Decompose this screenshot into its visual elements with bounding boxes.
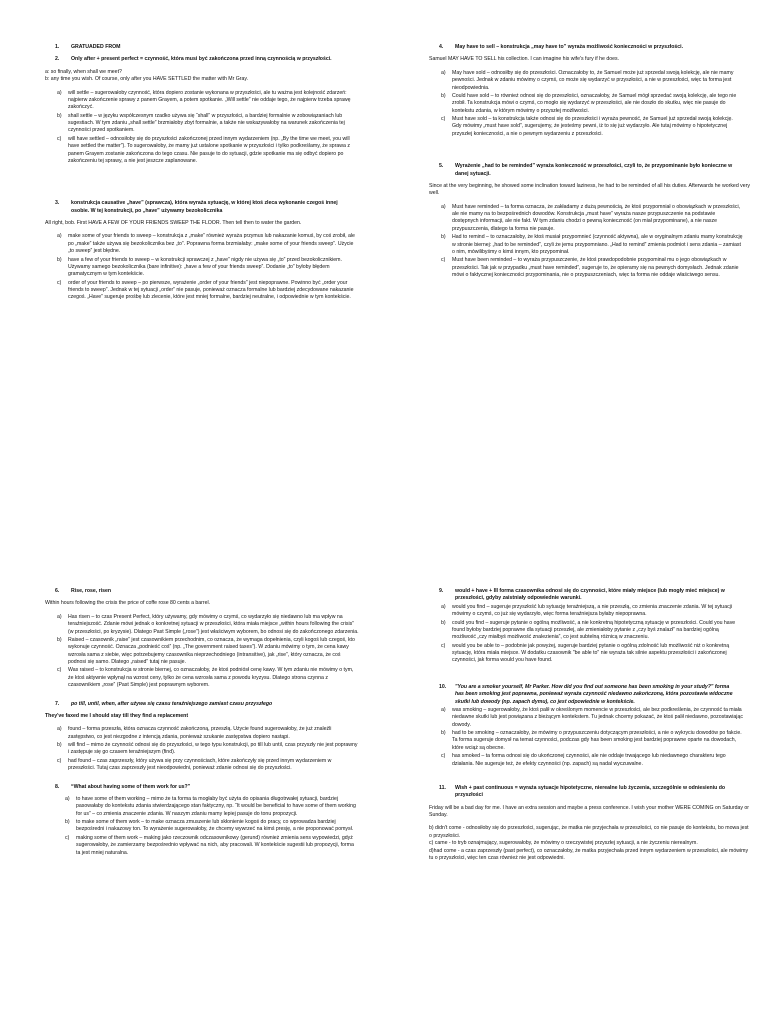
section-heading: 5. Wyrażenie „had to be reminded” wyraża konieczność w przeszłości, czyli to, że przypominanie było konieczne w danej sytuacji. (439, 163, 733, 177)
answer-list (53, 796, 367, 857)
answer-list (429, 204, 751, 280)
example-sentence: Samuel MAY HAVE TO SELL his collection. I can imagine his wife's fury if he does. (429, 56, 620, 63)
list-item: b) Had to remind – to oznaczałoby, że ktoś musiał przypomnieć (czynność aktywna), ale w oryginalnym zdaniu mamy konstrukcję w stronie biernej: „had to be reminded”, czyli że jemu przypomniano. „Had to remind” zmienia podmiot i sens zdania – zamiast o nim, mówilibyśmy o kimś innym, kto przypominał. (441, 234, 743, 255)
example-sentence: All right, bob. First HAVE A FEW OF YOUR FRIENDS SWEEP THE FLOOR. Then tell then to water the garden. (45, 220, 302, 226)
section-heading: 3. konstrukcja causative „have” (sprawcza), która wyraża sytuację, w której ktoś zleca wykonanie czegoś innej osobie. W tej konstrukcji, po „have” używamy bezokolicznika (55, 200, 338, 214)
section-1-2 (45, 44, 367, 165)
section-heading: 8. “What about having some of them work for us?” (55, 783, 191, 790)
list-item: c) Must have sold – ta konstrukcja także odnosi się do przeszłości i wyraża pewność, że Samuel już sprzedał swoją kolekcję. Gdy mówimy „must have sold”, sugerujemy, że jesteśmy pewni, iż to się już wydarzyło. Ale tutaj mówimy o hipotetycznej przyszłej konieczności, a nie o pewnym wydarzeniu z przeszłości. (441, 116, 733, 137)
example-sentence: Within hours following the crisis the price of coffe rose 80 cents a barrel. (45, 600, 211, 607)
section-heading: 9. would + have + III forma czasownika odnosi się do czynności, które miały miejsce (lub mogły mieć miejsce) w przeszłości, gdyby zaistniały odpowiednie warunki. (439, 588, 725, 602)
list-item: a) to have some of them working – mimo że ta forma ta mogłaby być użyta do opisania długotrwałej sytuacji, bardziej pasowałaby do kontekstu zdania stwierdzającego stan faktyczny, np. “It would be beneficial to have some of them working for us” – co zmienia znaczenie zdania. W naszym zdaniu mamy lepiej pasuje do tonu propozycji. (65, 795, 356, 817)
list-item: c) had found – czas zaprzeszły, który używa się przy czynnościach, które zakończyły się przed innym wydarzeniem w przeszłości. Tutaj czas zaprzeszły jest nieodpowiedni, ponieważ zdanie odnosi się do przyszłości. (57, 757, 332, 772)
section-heading: 4. May have to sell – konstrukcja „may have to” wyraża możliwość konieczności w przyszłości. (439, 44, 684, 50)
list-item: b) Could have sold – to również odnosi się do przeszłości, oznaczałoby, że Samuel mógł sprzedać swoją kolekcję, ale tego nie zrobił. Ta konstrukcja mówi o czymś, co mogło się wydarzyć w przeszłości, ale nie doszło do skutku, więc nie pasuje do kontekstu zdania, w którym mówimy o przyszłej możliwości. (441, 92, 737, 114)
list-item: a) will settle – sugerowałoby czynność, która dopiero zostanie wykonana w przyszłości, ale tu ważna jest kolejność zdarzeń: najpierw zakończenie sprawy z panem Grayem, a potem spotkanie. „Will settle” nie oddaje tego, że najpierw trzeba sprawę zakończyć. (57, 89, 351, 111)
section-heading: 7. po till, until, when, after używa się czasu teraźniejszego zamiast czasu przyszłego (55, 700, 273, 707)
list-item: c) has smoked – ta forma odnosi się do ukończonej czynności, ale nie oddaje trwającego lub niedawnego charakteru tego działania. Nie sugeruje też, że efekty czynności (np. zapach) są nadal wyczuwalne. (441, 753, 726, 767)
list-item: b) could you find – sugeruje pytanie o ogólną możliwość, a nie konkretną hipotetyczną sytuację w przeszłości. Could you have found byłoby bardziej poprawne dla sytuacji przeszłej, ale zmieniałoby pytanie z „czy byś znalazł” na bardziej ogólną możliwość „czy miałbyś możliwość znalezienia”, co jest subtelną różnicą w znaczeniu. (441, 619, 736, 641)
section-9 (429, 588, 751, 665)
section-11 (429, 785, 751, 862)
list-item: a) was smoking – sugerowałoby, że ktoś palił w określonym momencie w przeszłości, ale bez podkreślenia, że czynność ta miała niedawne skutki lub jest powiązana z bieżącym kontekstem. Tu jednak chcemy pokazać, że ktoś palił niedawno, pozostawiając dowody. (441, 706, 743, 728)
answer-list (45, 233, 367, 301)
section-7 (45, 701, 367, 773)
answer-list (429, 604, 751, 665)
list-item: c) would you be able to – podobnie jak powyżej, sugeruje bardziej pytanie o ogólną zdolność lub możliwość niż o konkretną sytuację, która miała miejsce. W dodatku czasownik "be able to" nie wyraża tak silnie aspektu przeszłości i zakończonej czynności, jak forma would you have found. (441, 642, 730, 664)
column-bottom-left (45, 588, 367, 868)
answer-paragraphs (429, 825, 751, 862)
section-6 (45, 588, 367, 690)
list-item: c) making some of them work – making jako rzeczownik odczasownikowy (gerund) również zmienia sens wypowiedzi, gdyż sugerowałoby, że zamierzamy bezpośrednio wpływać na nich, aby pracowali. W kontekście sugestii lub propozycji, forma ta jest mniej naturalna. (65, 834, 354, 856)
list-item: b) Raised – czasownik „raise” jest czasownikiem przechodnim, co oznacza, że wymaga dopełnienia, czyli kogoś lub czegoś, kto wykonuje czynność. Oznacza „podnieść coś” (np. „The government raised taxes”). W zdaniu mówimy o tym, że cena kawy wzrosła sama z siebie, więc potrzebujemy czasownika nieprzechodniego (intransitive), jak „rise”, który oznacza, że coś podnosi się samo. Dlatego „raised” tutaj nie pasuje. (57, 636, 355, 665)
example-sentence: They've faxed me I should stay till they find a replacement (45, 712, 189, 719)
list-item: b) to make some of them work – to make oznacza zmuszenie lub skłonienie kogoś do pracy, co wprowadza bardziej bezpośredni i nakazowy ton. To wyrażenie sugerowałoby, że chcemy wywrzeć na kimś presję, a nie proponować pomysł. (65, 819, 354, 833)
column-top-right (429, 44, 751, 290)
answer-list (45, 614, 367, 690)
section-10 (429, 684, 751, 768)
section-heading: 11. Wish + past continuous = wyraża sytuacje hipotetyczne, nierealne lub życzenia, szczególnie w odniesieniu do przyszłości (439, 784, 726, 799)
list-item: c) Was raised – to konstrukcja w stronie biernej, co oznaczałoby, że ktoś podniósł cenę kawy. W tym zdaniu nie mówimy o tym, że ktoś aktywnie wpłynął na wzrost ceny, tylko że cena wzrosła sama z powodu kryzysu. Dlatego strona czynna z czasownikiem „rose” (Past Simple) jest poprawnym wyborem. (57, 667, 354, 689)
answer-list (429, 707, 751, 768)
list-item: a) May have sold – odnosiłby się do przeszłości. Oznaczałoby to, że Samuel może już sprzedał swoją kolekcję, ale nie mamy pewności. Jednak w zdaniu mówimy o czymś, co może się wydarzyć w przyszłości, a nie w przeszłości, więc ta forma jest nieodpowiednia. (441, 69, 734, 91)
list-item: c) order of your friends to sweep – po pierwsze, wyrażenie „order of your friends” jest niepoprawne. Powinno być „order your friends to sweep”. Jednak w tej sytuacji „order” nie pasuje, ponieważ oznacza formalne lub bardziej zdecydowane nakazanie czegoś. „Have” sugeruje prośbę lub zlecenie, które jest mniej formalne, bardziej neutralne, i odpowiednie w tym kontekście. (57, 279, 354, 301)
list-item: a) found – forma przeszła, która oznacza czynność zakończoną, przeszłą. Użycie found sugerowałoby, że już znaleźli zastępstwo, co jest niezgodne z intencją zdania, ponieważ szukanie zastępstwa dopiero nastąpi. (57, 726, 332, 740)
section-heading: 1. GRATUADED FROM (55, 44, 121, 50)
example-sentence: Friday will be a bad day for me. I have an extra session and maybe a press conference. I wish your mother WERE COMING on Saturday or Sunday. (429, 804, 750, 818)
list-item: a) Must have reminded – ta forma oznacza, że zakładamy z dużą pewnością, że ktoś przypomniał o obowiązkach w przeszłości, ale nie mamy na to bezpośrednich dowodów. Konstrukcja „must have” wyraża nasze przypuszczenie na podstawie dostępnych informacji, ale nie fakt. W tym zdaniu chodzi o pewną konieczność (on miał przypominane), a nie nasze przypuszczenia, dlatego ta forma nie pasuje. (441, 203, 741, 232)
list-item: b) have a few of your friends to sweep – w konstrukcji sprawczej z „have” nigdy nie używa się „to” przed bezokolicznikiem. Używamy samego bezokolicznika (bare infinitive): „have a few of your friends sweep”. Dodanie „to” byłoby błędem gramatycznym w tym kontekście. (57, 256, 342, 278)
section-3 (45, 200, 367, 302)
list-item: b) shall settle – w języku współczesnym rzadko używa się “shall” w przyszłości, a bardziej formalnie w zobowiązaniach lub sugestiach. W tym zdaniu „shall settle” brzmiałoby zbyt formalnie, a także nie wskazywałoby na warunek zakończenia tej czynności przed spotkaniem. (57, 112, 345, 134)
section-8 (45, 784, 367, 857)
list-item: b) had to be smoking – oznaczałoby, że mówimy o przypuszczeniu dotyczącym przeszłości, a nie o wykryciu dowodów po fakcie. Ta forma sugeruje domysł na temat czynności, podczas gdy has been smoking jest bardziej poprawne oparte na dowodach, które wciąż są obecne. (441, 730, 742, 751)
section-4 (429, 44, 751, 138)
list-item: a) Has risen – to czas Present Perfect, który używamy, gdy mówimy o czymś, co wydarzyło się niedawno lub ma wpływ na teraźniejszość. Zdanie mówi jednak o konkretnej sytuacji w przeszłości, która miała miejsce „within hours following the crisis” (w przeszłości, po kryzysie). Dlatego Past Simple („rose”) jest właściwym wyborem, bo odnosi się do zakończonego zdarzenia. (57, 613, 359, 635)
list-item: a) make some of your friends to sweep – konstrukcja z „make” również wyraża przymus lub nakazanie komuś, by coś zrobił, ale po „make” także używa się bezokolicznika bez „to”. Poprawna forma brzmiałaby: „make some of your friends sweep”. Użycie „to sweep” jest błędne. (57, 233, 355, 255)
example-sentence: a: so finally, when shall we meet? b: any time you wish. Of course, only after you HAVE SETTLED the matter with Mr Gray. (45, 68, 249, 83)
section-heading: 10. "You are a smoker yourself, Mr Parker. How did you find out someone has been smoking in your study?" forma has been smoking jest poprawna, ponieważ wyraża czynność niedawno zakończoną, która pozostawia widoczne skutki lub dowody (np. zapach dymu), co jest odpowiednie w kontekście. (439, 683, 733, 705)
answer-paragraph: c) came - to tryb oznajmujący, sugerowałoby, że mówimy o rzeczywistej przyszłej sytuacji, a nie życzeniu nierealnym. (429, 840, 698, 847)
answer-list (45, 90, 367, 166)
example-sentence: Since at the very beginning, he showed some inclination toward laziness, he had to be reminded of all his duties. Afterwards he worked very well. (429, 182, 750, 197)
answer-list (429, 70, 751, 138)
answer-paragraph: b) didn't come - odnosiłoby się do przeszłości, sugerując, że matka nie przyjechała w przeszłości, co nie pasuje do kontekstu, bo mowa jest o przyszłości. (429, 825, 749, 839)
section-5 (429, 163, 751, 279)
answer-list (45, 726, 367, 772)
list-item: c) will have settled – odnosiłoby się do przyszłości zakończonej przed innym wydarzeniem (np. „By the time we meet, you will have settled the matter”). To sugerowałoby, że mamy już ustalone spotkanie w przyszłości i tylko podkreślamy, że sprawa z panem Grayem zostanie zakończona do tego czasu. Nie pasuje to do sytuacji, gdzie spotkanie ma się odbyć dopiero po zakończeniu tej sprawy, a nie jest jeszcze zaplanowane. (57, 135, 350, 164)
section-heading: 6. Rise, rose, risen (55, 588, 112, 594)
section-heading: 2. Only after + present perfect = czynność, która musi być zakończona przed inną czynnością w przyszłości. (55, 56, 332, 63)
column-top-left (45, 44, 367, 313)
list-item: b) will find – mimo że czynność odnosi się do przyszłości, w tego typu konstrukcji, po till lub until, czas przyszły nie jest poprawny i zastępuje się go czasem teraźniejszym (find). (57, 742, 358, 756)
list-item: a) would you find – sugeruje przyszłość lub sytuację teraźniejszą, a nie przeszłą, co zmienia znaczenie zdania. W tej sytuacji mówimy o czymś, co już się wydarzyło, więc forma teraźniejsza byłaby niepoprawna. (441, 603, 732, 618)
answer-paragraph: d)had come - a czas zaprzeszły (past perfect), co oznaczałoby, że matka przyjechała przed innym wydarzeniem w przeszłości, ale mówimy tu o przyszłości, więc ten czas również nie jest odpowiedni. (429, 847, 749, 861)
column-bottom-right (429, 588, 751, 873)
list-item: c) Must have been reminded – to wyraża przypuszczenie, że ktoś prawdopodobnie przypominał mu o jego obowiązkach w przeszłości. Tak jak w przypadku „must have reminded”, sugeruje to, że opieramy się na pewnych domysłach. Jednak zdanie mówi o faktycznej konieczności przypominania, nie o przypuszczeniach, więc ta forma nie oddaje właściwego sensu. (441, 257, 739, 278)
